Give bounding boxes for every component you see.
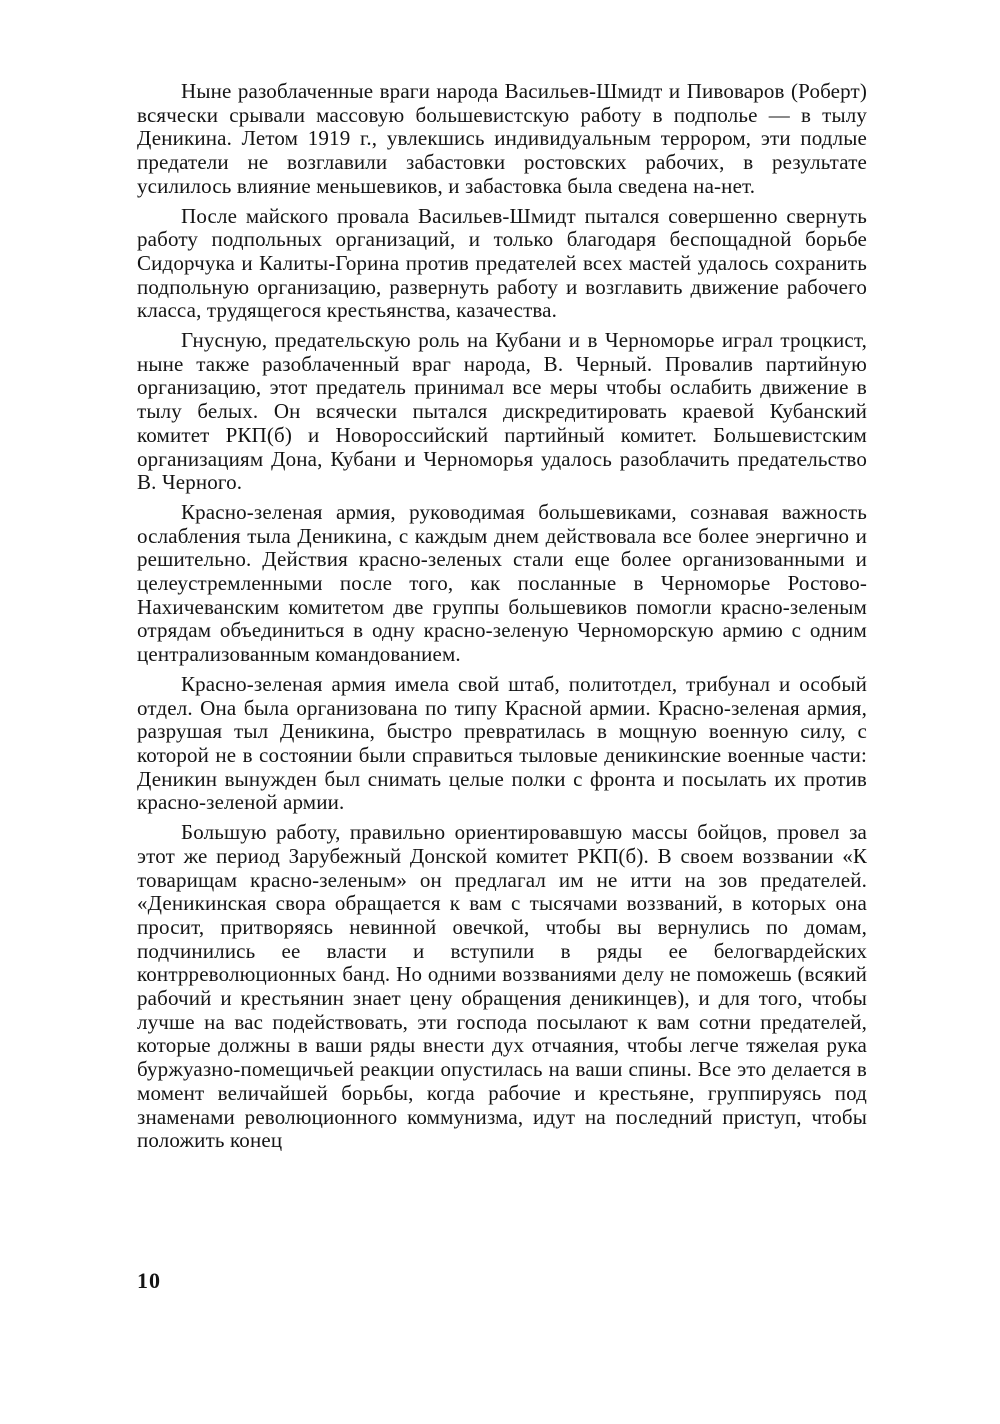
page-number: 10 xyxy=(137,1268,161,1293)
paragraph: Гнусную, предательскую роль на Кубани и в Черноморье играл троцкист, ныне также разоблаченный враг народа, В. Черный. Провалив партийную организацию, этот предатель принимал все меры чтобы ослабить движение в тылу белых. Он всячески пытался дискредитировать краевой Кубанский комитет РКП(б) и Новороссийский партийный комитет. Большевистским организациям Дона, Кубани и Черноморья удалось разоблачить предательство В. Черного. xyxy=(137,328,867,495)
paragraph: Ныне разоблаченные враги народа Васильев-Шмидт и Пивоваров (Роберт) всячески срывали массовую большевистскую работу в подполье — в тылу Деникина. Летом 1919 г., увлекшись индивидуальным террором, эти подлые предатели не возглавили забастовки ростовских рабочих, в результате усилилось влияние меньшевиков, и забастовка была сведена на-нет. xyxy=(137,79,867,198)
paragraph: Красно-зеленая армия имела свой штаб, политотдел, трибунал и особый отдел. Она была организована по типу Красной армии. Красно-зеленая армия, разрушая тыл Деникина, быстро превратилась в мощную военную силу, с которой не в состоянии были справиться тыловые деникинские военные части: Деникин вынужден был снимать целые полки с фронта и посылать их против красно-зеленой армии. xyxy=(137,671,867,815)
paragraph: Большую работу, правильно ориентировавшую массы бойцов, провел за этот же период Зарубежный Донской комитет РКП(б). В своем воззвании «К товарищам красно-зеленым» он предлагал им не итти на зов предателей. «Деникинская свора обращается к вам с тысячами воззваний, в которых она просит, притворяясь невинной овечкой, чтобы вы вернулись по домам, подчинились ее власти и вступили в ряды ее белогвардейских контрреволюционных банд. Но одними воззваниями делу не поможешь (всякий рабочий и крестьянин знает цену обращения деникинцев), и для того, чтобы лучше на вас подействовать, эти господа посылают к вам сотни предателей, которые должны в ваши ряды внести дух отчаяния, чтобы легче тяжелая рука буржуазно-помещичьей реакции опустилась на ваши спины. Все это делается в момент величайшей борьбы, когда рабочие и крестьяне, группируясь под знаменами революционного коммунизма, идут на последний приступ, чтобы положить конец xyxy=(137,820,867,1153)
body-text xyxy=(137,80,867,1159)
paragraph: Красно-зеленая армия, руководимая большевиками, сознавая важность ослабления тыла Деникина, с каждым днем действовала все более энергично и решительно. Действия красно-зеленых стали еще более организованными и целеустремленными после того, как посланные в Черноморье Ростово-Нахичеванским комитетом две группы большевиков помогли красно-зеленым отрядам объединиться в одну красно-зеленую Черноморскую армию с одним централизованным командованием. xyxy=(137,499,867,667)
paragraph: После майского провала Васильев-Шмидт пытался совершенно свернуть работу подпольных организаций, и только благодаря беспощадной борьбе Сидорчука и Калиты-Горина против предателей всех мастей удалось сохранить подпольную организацию, развернуть работу и возглавить движение рабочего класса, трудящегося крестьянства, казачества. xyxy=(137,203,867,323)
